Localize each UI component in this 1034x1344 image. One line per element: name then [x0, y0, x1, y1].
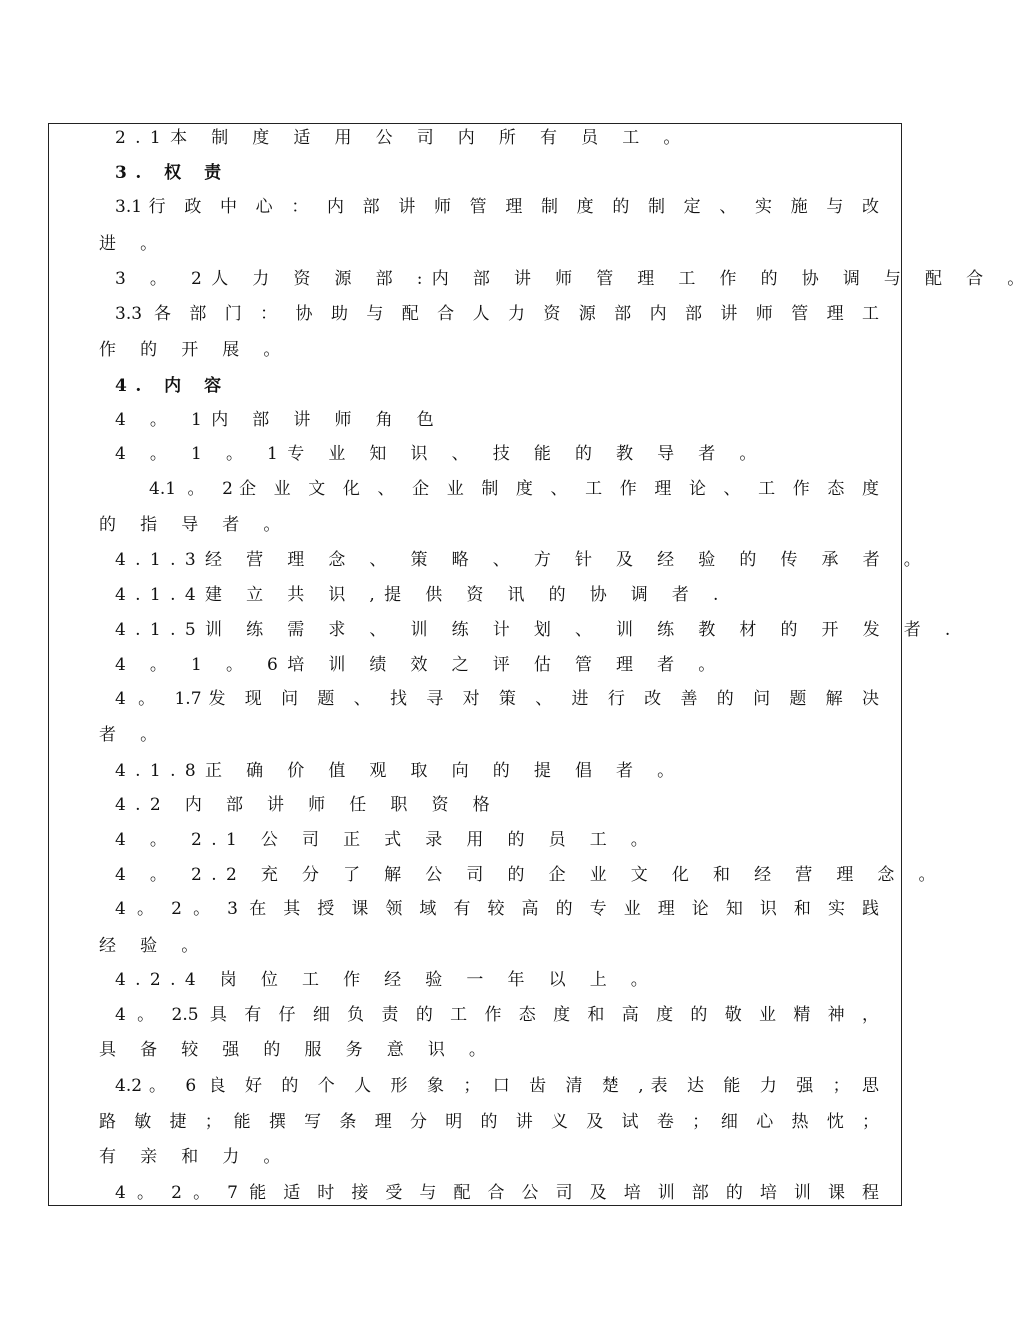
heading-3-responsibilities: 3. 权 责 — [115, 163, 230, 183]
clause-4-2: 4.2 内 部 讲 师 任 职 资 格 — [115, 795, 499, 815]
clause-4-2-3: 4 。 2 。 3 在 其 授 课 领 域 有 较 高 的 专 业 理 论 知 识 和 实 践 — [115, 899, 879, 919]
clause-3-1-cont: 进 。 — [99, 234, 167, 254]
clause-2-1: 2.1本 制 度 适 用 公 司 内 所 有 员 工 。 — [115, 128, 690, 148]
clause-3-2: 3 。 2人 力 资 源 部 :内 部 讲 师 管 理 工 作 的 协 调 与 配 合 。 — [115, 269, 1034, 289]
clause-4-2-2: 4 。 2.2 充 分 了 解 公 司 的 企 业 文 化 和 经 营 理 念 。 — [115, 865, 945, 885]
clause-4-1-8: 4.1.8正 确 价 值 观 取 向 的 提 倡 者 。 — [115, 761, 684, 781]
clause-4-2-5: 4 。 2.5 具 有 仔 细 负 责 的 工 作 态 度 和 高 度 的 敬 业 精 神 ， — [115, 1005, 880, 1025]
clause-4-1-1: 4 。 1 。 1专 业 知 识 、 技 能 的 教 导 者 。 — [115, 444, 766, 464]
clause-4-2-1: 4 。 2.1 公 司 正 式 录 用 的 员 工 。 — [115, 830, 658, 850]
clause-4-1-4: 4.1.4建 立 共 识 ,提 供 资 讯 的 协 调 者 . — [115, 585, 728, 605]
clause-4-2-6: 4.2。 6 良 好 的 个 人 形 象 ； 口 齿 清 楚 ,表 达 能 力 强 ； 思 — [115, 1076, 879, 1096]
clause-4-2-6-cont-2: 有 亲 和 力 。 — [99, 1147, 290, 1167]
clause-4-1-5: 4.1.5训 练 需 求 、 训 练 计 划 、 训 练 教 材 的 开 发 者 . — [115, 620, 960, 640]
clause-4-1-6: 4 。 1 。 6培 训 绩 效 之 评 估 管 理 者 。 — [115, 655, 725, 675]
clause-4-1-2: 4.1 。 2企 业 文 化 、 企 业 制 度 、 工 作 理 论 、 工 作 态 度 — [149, 479, 879, 499]
clause-4-2-6-cont-1: 路 敏 捷 ； 能 撰 写 条 理 分 明 的 讲 义 及 试 卷 ； 细 心 热 忱 ； — [99, 1112, 879, 1132]
heading-4-content: 4. 内 容 — [115, 376, 230, 396]
clause-4-2-7: 4 。 2 。 7 能 适 时 接 受 与 配 合 公 司 及 培 训 部 的 培 训 课 程 — [115, 1183, 879, 1203]
clause-4-1-2-cont: 的 指 导 者 。 — [99, 515, 290, 535]
clause-3-1: 3.1行 政 中 心 ： 内 部 讲 师 管 理 制 度 的 制 定 、 实 施 与 改 — [115, 197, 879, 217]
clause-3-3: 3.3 各 部 门 ： 协 助 与 配 合 人 力 资 源 部 内 部 讲 师 管 理 工 — [115, 304, 879, 324]
document-frame — [48, 123, 1034, 1206]
clause-4-2-4: 4.2.4 岗 位 工 作 经 验 一 年 以 上 。 — [115, 970, 658, 990]
clause-4-2-3-cont: 经 验 。 — [99, 936, 208, 956]
clause-4-1-7-cont: 者 。 — [99, 725, 167, 745]
clause-4-1: 4 。 1内 部 讲 师 角 色 — [115, 410, 444, 430]
clause-4-2-5-cont: 具 备 较 强 的 服 务 意 识 。 — [99, 1040, 496, 1060]
clause-3-3-cont: 作 的 开 展 。 — [99, 340, 290, 360]
clause-4-1-3: 4.1.3经 营 理 念 、 策 略 、 方 针 及 经 验 的 传 承 者 。 — [115, 550, 931, 570]
clause-4-1-7: 4 。 1.7发 现 问 题 、 找 寻 对 策 、 进 行 改 善 的 问 题 解 决 — [115, 689, 879, 709]
